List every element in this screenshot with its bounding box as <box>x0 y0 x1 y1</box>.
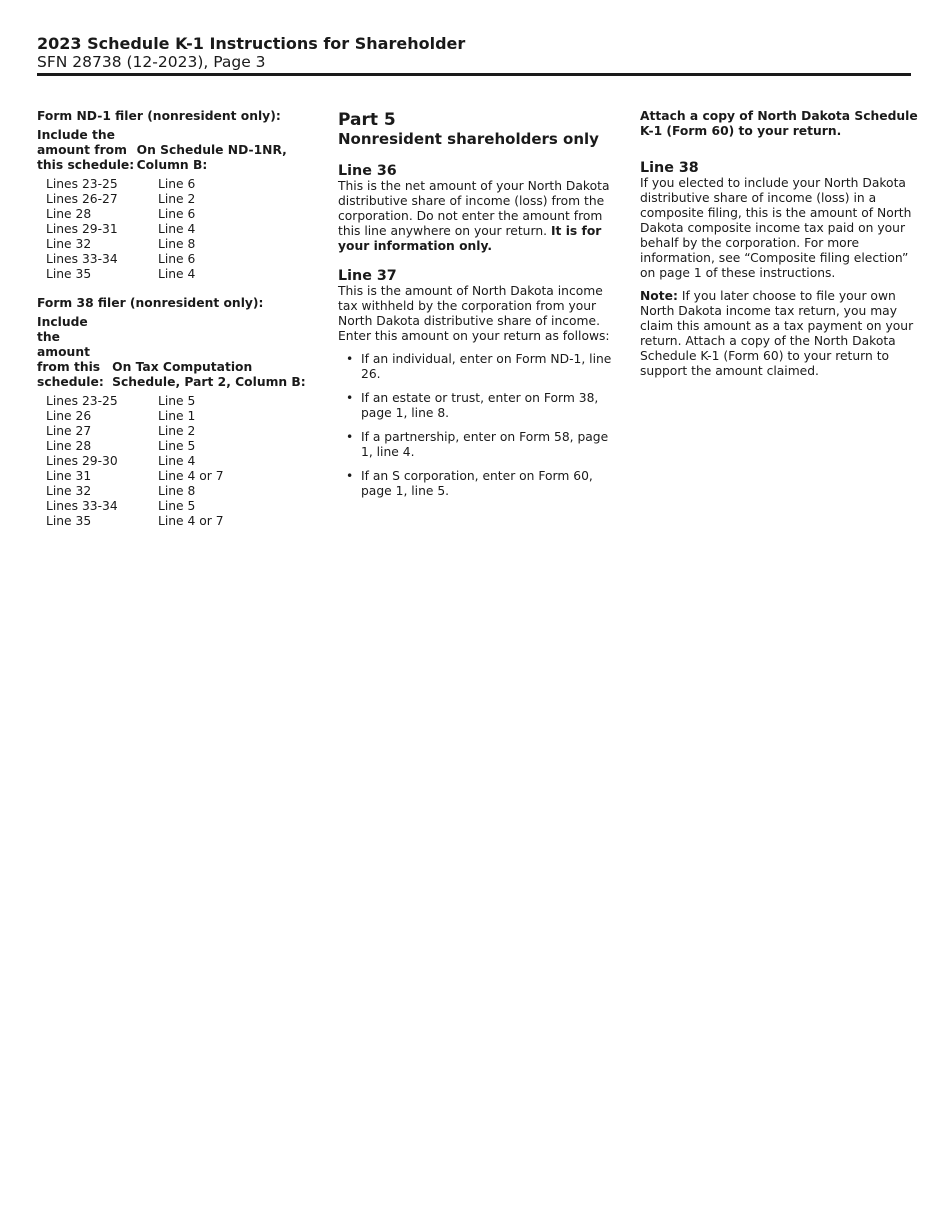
table-row <box>37 192 322 207</box>
row-to: Line 4 <box>158 222 196 236</box>
form-number: SFN 28738 (12-2023), Page 3 <box>37 53 266 71</box>
part5-title: Part 5 <box>338 110 396 130</box>
table-row <box>37 237 322 252</box>
nd1-heading: Form ND-1 filer (nonresident only): <box>37 109 281 123</box>
line37-text: This is the amount of North Dakota income tax withheld by the corporation from your North Dakota distributive share of income. Enter this amount on your return as follows: <box>338 284 610 343</box>
note-text: If you later choose to file your own North Dakota income tax return, you may claim this amount as a tax payment on your return. Attach a copy of the North Dakota Schedule K-1 (Form 60) to your return to support the amount claimed. <box>640 289 914 378</box>
row-from: Line 32 <box>46 484 92 498</box>
list-item: • If an S corporation, enter on Form 60, page 1, line 5. <box>338 469 616 499</box>
row-from: Line 28 <box>46 439 92 453</box>
table-row <box>37 439 322 454</box>
table-row <box>37 499 322 514</box>
page-title: 2023 Schedule K-1 Instructions for Shareholder <box>37 34 466 53</box>
row-from: Line 32 <box>46 237 92 251</box>
list-item: • If an estate or trust, enter on Form 38, page 1, line 8. <box>338 391 616 421</box>
table-row <box>37 469 322 484</box>
table-row <box>37 267 322 282</box>
f38-heading: Form 38 filer (nonresident only): <box>37 296 264 310</box>
row-from: Line 31 <box>46 469 92 483</box>
row-to: Line 5 <box>158 499 196 513</box>
list-item: • If an individual, enter on Form ND-1, line 26. <box>338 352 616 382</box>
part5-subtitle: Nonresident shareholders only <box>338 130 599 148</box>
header-divider <box>37 73 911 76</box>
line37-list <box>338 352 616 499</box>
table-row <box>37 207 322 222</box>
row-to: Line 8 <box>158 484 196 498</box>
nd1-col2-header: On Schedule ND-1NR, Column B: <box>136 143 287 172</box>
row-from: Line 35 <box>46 514 92 528</box>
note-label: Note: <box>640 289 678 303</box>
line38-note <box>640 289 922 379</box>
row-to: Line 4 or 7 <box>158 469 224 483</box>
row-to: Line 6 <box>158 177 196 191</box>
table-row <box>37 394 322 409</box>
column-left <box>37 109 322 529</box>
table-row <box>37 424 322 439</box>
nd1-table <box>37 177 322 282</box>
list-item: • If a partnership, enter on Form 58, page 1, line 4. <box>338 430 616 460</box>
row-from: Lines 33-34 <box>46 499 118 513</box>
row-to: Line 2 <box>158 192 196 206</box>
row-from: Lines 23-25 <box>46 177 118 191</box>
table-row <box>37 177 322 192</box>
table-row <box>37 484 322 499</box>
row-from: Line 28 <box>46 207 92 221</box>
row-to: Line 1 <box>158 409 196 423</box>
f38-col1-header: Include the amount from this schedule: <box>37 315 104 389</box>
row-from: Lines 29-30 <box>46 454 118 468</box>
row-to: Line 6 <box>158 207 196 221</box>
row-to: Line 5 <box>158 439 196 453</box>
row-from: Lines 23-25 <box>46 394 118 408</box>
table-row <box>37 222 322 237</box>
row-from: Line 27 <box>46 424 92 438</box>
table-row <box>37 514 322 529</box>
row-from: Line 26 <box>46 409 92 423</box>
row-to: Line 4 <box>158 454 196 468</box>
row-to: Line 5 <box>158 394 196 408</box>
attach-instruction: Attach a copy of North Dakota Schedule K-1 (Form 60) to your return. <box>640 109 918 138</box>
row-from: Lines 26-27 <box>46 192 118 206</box>
nd1-table-header <box>37 128 322 173</box>
row-from: Line 35 <box>46 267 92 281</box>
page-header <box>37 34 911 72</box>
row-to: Line 4 or 7 <box>158 514 224 528</box>
line36-bold: It is for your information only. <box>338 224 602 253</box>
row-from: Lines 29-31 <box>46 222 118 236</box>
table-row <box>37 454 322 469</box>
line36-text: This is the net amount of your North Dakota distributive share of income (loss) from the corporation. Do not enter the amount from this line anywhere on your return. <box>338 179 610 238</box>
column-middle <box>338 109 616 508</box>
column-right <box>640 109 922 379</box>
line37-heading: Line 37 <box>338 268 397 284</box>
line38-heading: Line 38 <box>640 160 699 176</box>
row-to: Line 2 <box>158 424 196 438</box>
row-to: Line 4 <box>158 267 196 281</box>
line36-body <box>338 179 616 254</box>
f38-table-header <box>37 315 322 390</box>
row-to: Line 8 <box>158 237 196 251</box>
row-to: Line 6 <box>158 252 196 266</box>
line36-heading: Line 36 <box>338 163 397 179</box>
line38-text: If you elected to include your North Dakota distributive share of income (loss) in a composite filing, this is the amount of North Dakota composite income tax paid on your behalf by the corporation. For more information, see “Composite filing election” on page 1 of these instructions. <box>640 176 912 280</box>
f38-col2-header: On Tax Computation Schedule, Part 2, Column B: <box>112 360 306 389</box>
table-row <box>37 409 322 424</box>
f38-table <box>37 394 322 529</box>
nd1-col1-header: Include the amount from this schedule: <box>37 128 135 172</box>
table-row <box>37 252 322 267</box>
row-from: Lines 33-34 <box>46 252 118 266</box>
